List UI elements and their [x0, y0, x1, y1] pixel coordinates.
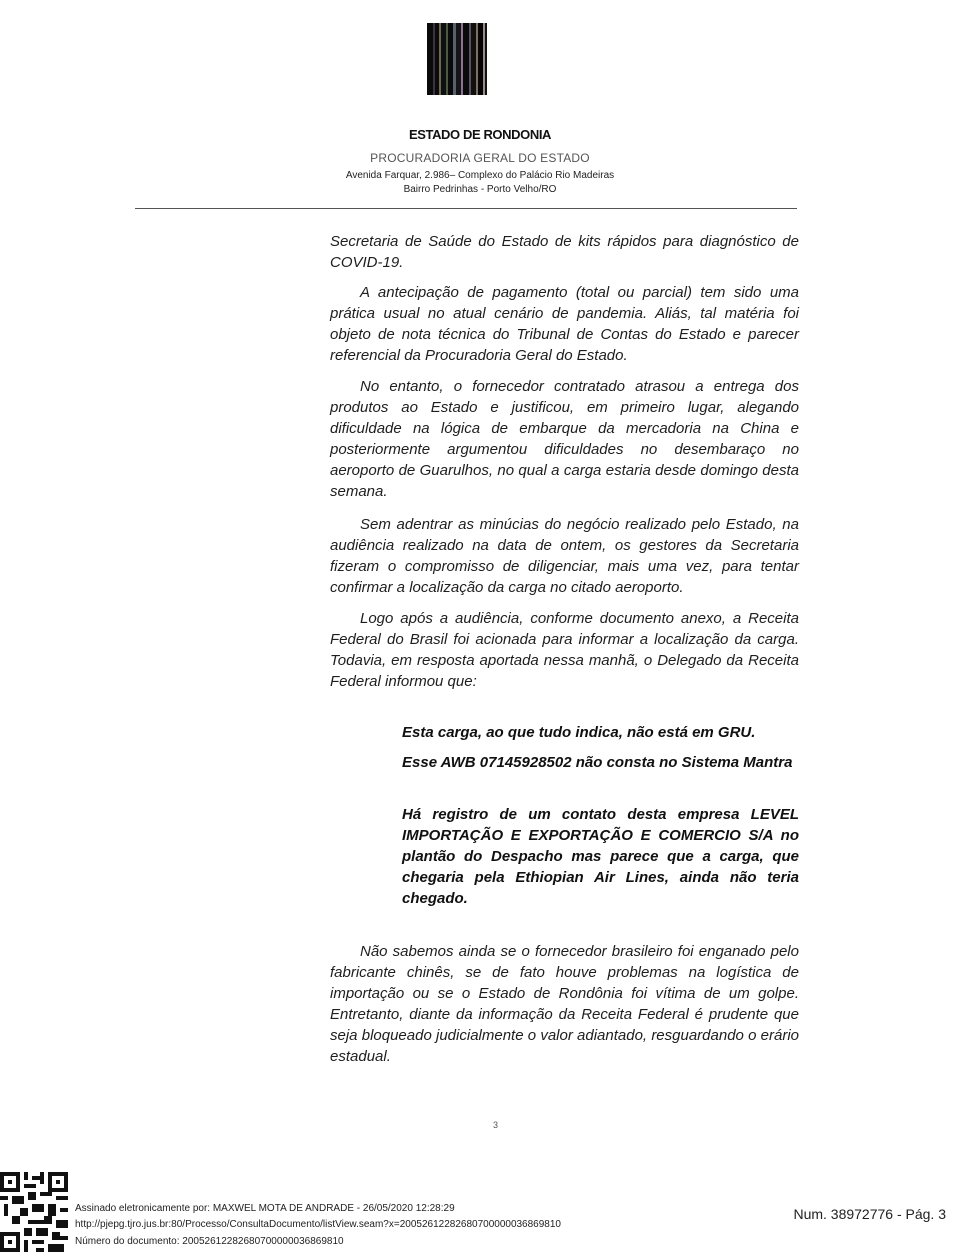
document-number: Número do documento: 20052612282680700000036869810 [75, 1236, 344, 1247]
paragraph-text: Sem adentrar as minúcias do negócio realizado pelo Estado, na audiência realizado na data de ontem, os gestores da Secretaria fizeram o compromisso de diligenciar, mais uma vez, para tentar confirmar a localização da carga no citado aeroporto. [330, 516, 799, 596]
paragraph-text: Não sabemos ainda se o fornecedor brasileiro foi enganado pelo fabricante chinês, se de fato houve problemas na logística de importação ou se o Estado de Rondônia foi vítima de um golpe. Entretanto, diante da informação da Receita Federal é prudente que seja bloqueado judicialmente o valor adiantado, resguardando o erário estadual. [330, 943, 799, 1065]
page-number: 3 [493, 1120, 499, 1130]
qr-code-icon [0, 1172, 68, 1252]
body-paragraph [330, 231, 799, 273]
block-quote: Esse AWB 07145928502 não consta no Sistema Mantra [402, 754, 793, 771]
coat-of-arms-icon [427, 23, 487, 95]
closing-paragraph [330, 941, 799, 1067]
signature-info: Assinado eletronicamente por: MAXWEL MOTA DE ANDRADE - 26/05/2020 12:28:29 [75, 1203, 455, 1214]
paragraph-text: A antecipação de pagamento (total ou parcial) tem sido uma prática usual no atual cenário de pandemia. Aliás, tal matéria foi objeto de nota técnica do Tribunal de Contas do Estado e parecer referencial da Procuradoria Geral do Estado. [330, 284, 799, 364]
body-paragraph [330, 608, 799, 692]
paragraph-text: No entanto, o fornecedor contratado atrasou a entrega dos produtos ao Estado e justificou, em primeiro lugar, alegando dificuldade na lógica de embarque da mercadoria na China e posteriormente argumentou dificuldades no desembaraço no aeroporto de Guarulhos, no qual a carga estaria desde domingo desta semana. [330, 378, 799, 500]
header-subtitle: PROCURADORIA GERAL DO ESTADO [370, 151, 590, 165]
paragraph-text: Logo após a audiência, conforme documento anexo, a Receita Federal do Brasil foi acionada para informar a localização da carga. Todavia, em resposta aportada nessa manhã, o Delegado da Receita Federal informou que: [330, 610, 799, 690]
block-quote: Esta carga, ao que tudo indica, não está em GRU. [402, 724, 756, 741]
header-address-line1: Avenida Farquar, 2.986– Complexo do Palácio Rio Madeiras [345, 170, 615, 181]
document-url-link[interactable]: http://pjepg.tjro.jus.br:80/Processo/ConsultaDocumento/listView.seam?x=20052612282680700000036869810 [75, 1219, 561, 1230]
header-title: ESTADO DE RONDONIA [408, 127, 552, 142]
block-quote: Há registro de um contato desta empresa LEVEL IMPORTAÇÃO E EXPORTAÇÃO E COMERCIO S/A no plantão do Despacho mas parece que a carga, que chegaria pela Ethiopian Air Lines, ainda não teria chegado. [402, 806, 799, 907]
paragraph-text: Secretaria de Saúde do Estado de kits rápidos para diagnóstico de COVID-19. [330, 233, 799, 271]
body-paragraph [330, 282, 799, 366]
header-divider [135, 208, 797, 209]
header-address-line2: Bairro Pedrinhas - Porto Velho/RO [403, 184, 557, 195]
body-paragraph [330, 514, 799, 598]
num-page-label: Num. 38972776 - Pág. 3 [793, 1206, 946, 1222]
body-paragraph [330, 376, 799, 502]
